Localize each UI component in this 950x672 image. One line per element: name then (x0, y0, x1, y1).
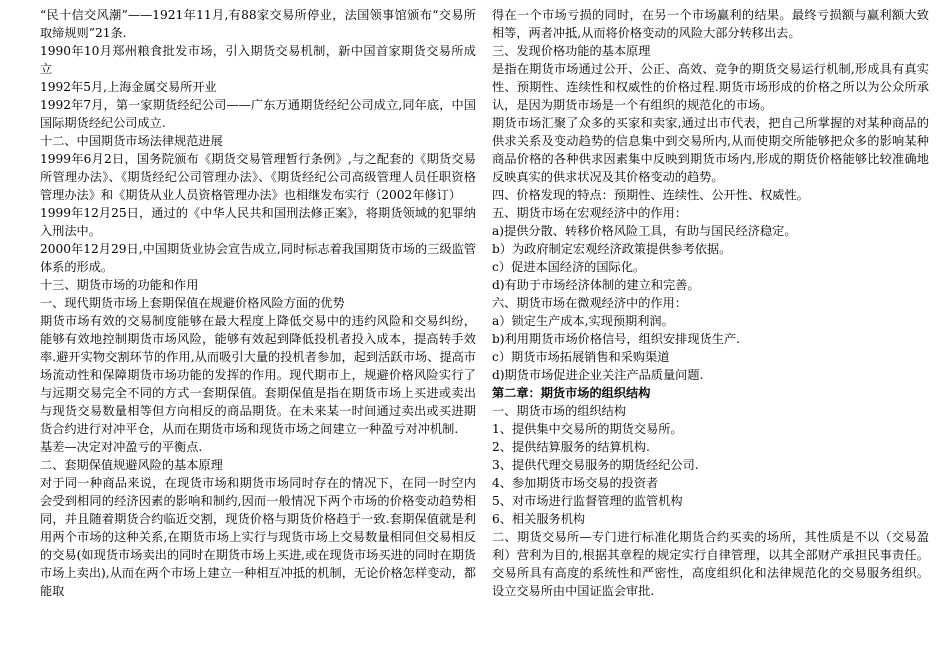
paragraph: 基差—决定对冲盈亏的平衡点. (40, 440, 203, 454)
paragraph: 是指在期货市场通过公开、公正、高效、竞争的期货交易运行机制,形成具有真实性、预期性、连续性和权威性的价格过程.期货市场形成的价格之所以为公众所承认，是因为期货市场是一个有组织的规范化的市场。 (492, 62, 929, 112)
list-item: 6、相关服务机构 (492, 512, 586, 526)
list-item: d)期货市场促进企业关注产品质量问题. (492, 368, 704, 382)
paragraph: 1999年12月25日，通过的《中华人民共和国刑法修正案》，将期货领域的犯罪纳入刑法中。 (40, 206, 476, 238)
list-item: c）促进本国经济的国际化。 (492, 260, 646, 274)
subsection-heading: 一、期货市场的组织结构 (492, 404, 627, 418)
subsection-heading: 一、现代期货市场上套期保值在规避价格风险方面的优势 (40, 296, 345, 310)
list-item: 3、提供代理交易服务的期货经纪公司. (492, 458, 699, 472)
paragraph: “民十信交风潮”——1921年11月,有88家交易所停业，法国领事馆颁布“交易所取缔规则”21条. (40, 8, 476, 40)
section-heading: 十三、期货市场的功能和作用 (40, 278, 199, 292)
list-item: c）期货市场拓展销售和采购渠道 (492, 350, 670, 364)
paragraph: 对于同一种商品来说，在现货市场和期货市场同时存在的情况下，在同一时空内会受到相同的经济因素的影响和制约,因而一般情况下两个市场的价格变动趋势相同，并且随着期货合约临近交割，现货价格与期货价格趋于一致.套期保值就是利用两个市场的这种关系,在期货市场上实行与现货市场上交易数量相同但交易相反的交易(如现货市场卖出的同时在期货市场上买进,或在现货市场买进的同时在期货市场上卖出),从而在两个市场上建立一种相互冲抵的机制，无论价格怎样变动，都能取 (40, 476, 476, 598)
list-item: b）为政府制定宏观经济政策提供参考依据。 (492, 242, 732, 256)
paragraph: 1990年10月郑州粮食批发市场，引入期货交易机制，新中国首家期货交易所成立 (40, 44, 476, 76)
section-heading: 十二、中国期货市场法律规范进展 (40, 134, 223, 148)
list-item: 5、对市场进行监督管理的监管机构 (492, 494, 683, 508)
list-item: b)利用期货市场价格信号，组织安排现货生产. (492, 332, 740, 346)
list-item: 2、提供结算服务的结算机构. (492, 440, 650, 454)
subsection-heading: 六、期货市场在微观经济中的作用： (492, 296, 687, 310)
paragraph: 1999年6月2日，国务院颁布《期货交易管理暂行条例》,与之配套的《期货交易所管理办法》、《期货经纪公司管理办法》、《期货经纪公司高级管理人员任职资格管理办法》和《期货从业人员资格管理办法》也相继发布实行（2002年修订） (40, 152, 476, 202)
paragraph: 期货市场汇聚了众多的买家和卖家,通过出市代表，把自己所掌握的对某种商品的供求关系及变动趋势的信息集中到交易所内,从而使期交所能够把众多的影响某种商品价格的各种供求因素集中反映到期货市场内,形成的期货价格能够比较准确地反映真实的供求状况及其价格变动的趋势。 (492, 116, 929, 184)
subsection-heading: 五、期货市场在宏观经济中的作用： (492, 206, 687, 220)
list-item: a）锁定生产成本,实现预期利润。 (492, 314, 674, 328)
subsection-heading: 二、套期保值规避风险的基本原理 (40, 458, 223, 472)
paragraph: 二、期货交易所—专门进行标准化期货合约买卖的场所，其性质是不以（交易盈利）营利为目的,根据其章程的规定实行自律管理，以其全部财产承担民事责任。交易所具有高度的系统性和严密性，高度组织化和法律规范化的交易服务组织。设立交易所由中国证监会审批. (492, 530, 929, 598)
paragraph: 2000年12月29日,中国期货业协会宣告成立,同时标志着我国期货市场的三级监管体系的形成。 (40, 242, 476, 274)
list-item: 1、提供集中交易所的期货交易所。 (492, 422, 683, 436)
subsection-heading: 四、价格发现的特点：预期性、连续性、公开性、权威性。 (492, 188, 809, 202)
right-column (492, 6, 929, 600)
paragraph: 得在一个市场亏损的同时，在另一个市场赢利的结果。最终亏损额与赢利额大致相等，两者冲抵,从而将价格变动的风险大部分转移出去。 (492, 8, 929, 40)
list-item: 4、参加期货市场交易的投资者 (492, 476, 659, 490)
chapter-heading: 第二章：期货市场的组织结构 (492, 386, 651, 400)
paragraph: 期货市场有效的交易制度能够在最大程度上降低交易中的违约风险和交易纠纷，能够有效地控制期货市场风险，能够有效起到降低投机者投入成本，提高转手效率.避开实物交割环节的作用,从而吸引大量的投机者参加，起到活跃市场、提高市场流动性和保障期货市场功能的发挥的作用。现代期市上，规避价格风险实行了与远期交易完全不同的方式一套期保值。套期保值是指在期货市场上买进或卖出与现货交易数量相等但方向相反的商品期货。在未来某一时间通过卖出或买进期货合约进行对冲平仓，从而在期货市场和现货市场之间建立一种盈亏对冲机制. (40, 314, 476, 436)
paragraph: 1992年5月,上海金属交易所开业 (40, 80, 217, 94)
paragraph: 1992年7月，第一家期货经纪公司——广东万通期货经纪公司成立,同年底，中国国际期货经纪公司成立. (40, 98, 476, 130)
list-item: d)有助于市场经济体制的建立和完善。 (492, 278, 700, 292)
subsection-heading: 三、发现价格功能的基本原理 (492, 44, 651, 58)
list-item: a)提供分散、转移价格风险工具，有助与国民经济稳定。 (492, 224, 797, 238)
left-column (40, 6, 476, 600)
